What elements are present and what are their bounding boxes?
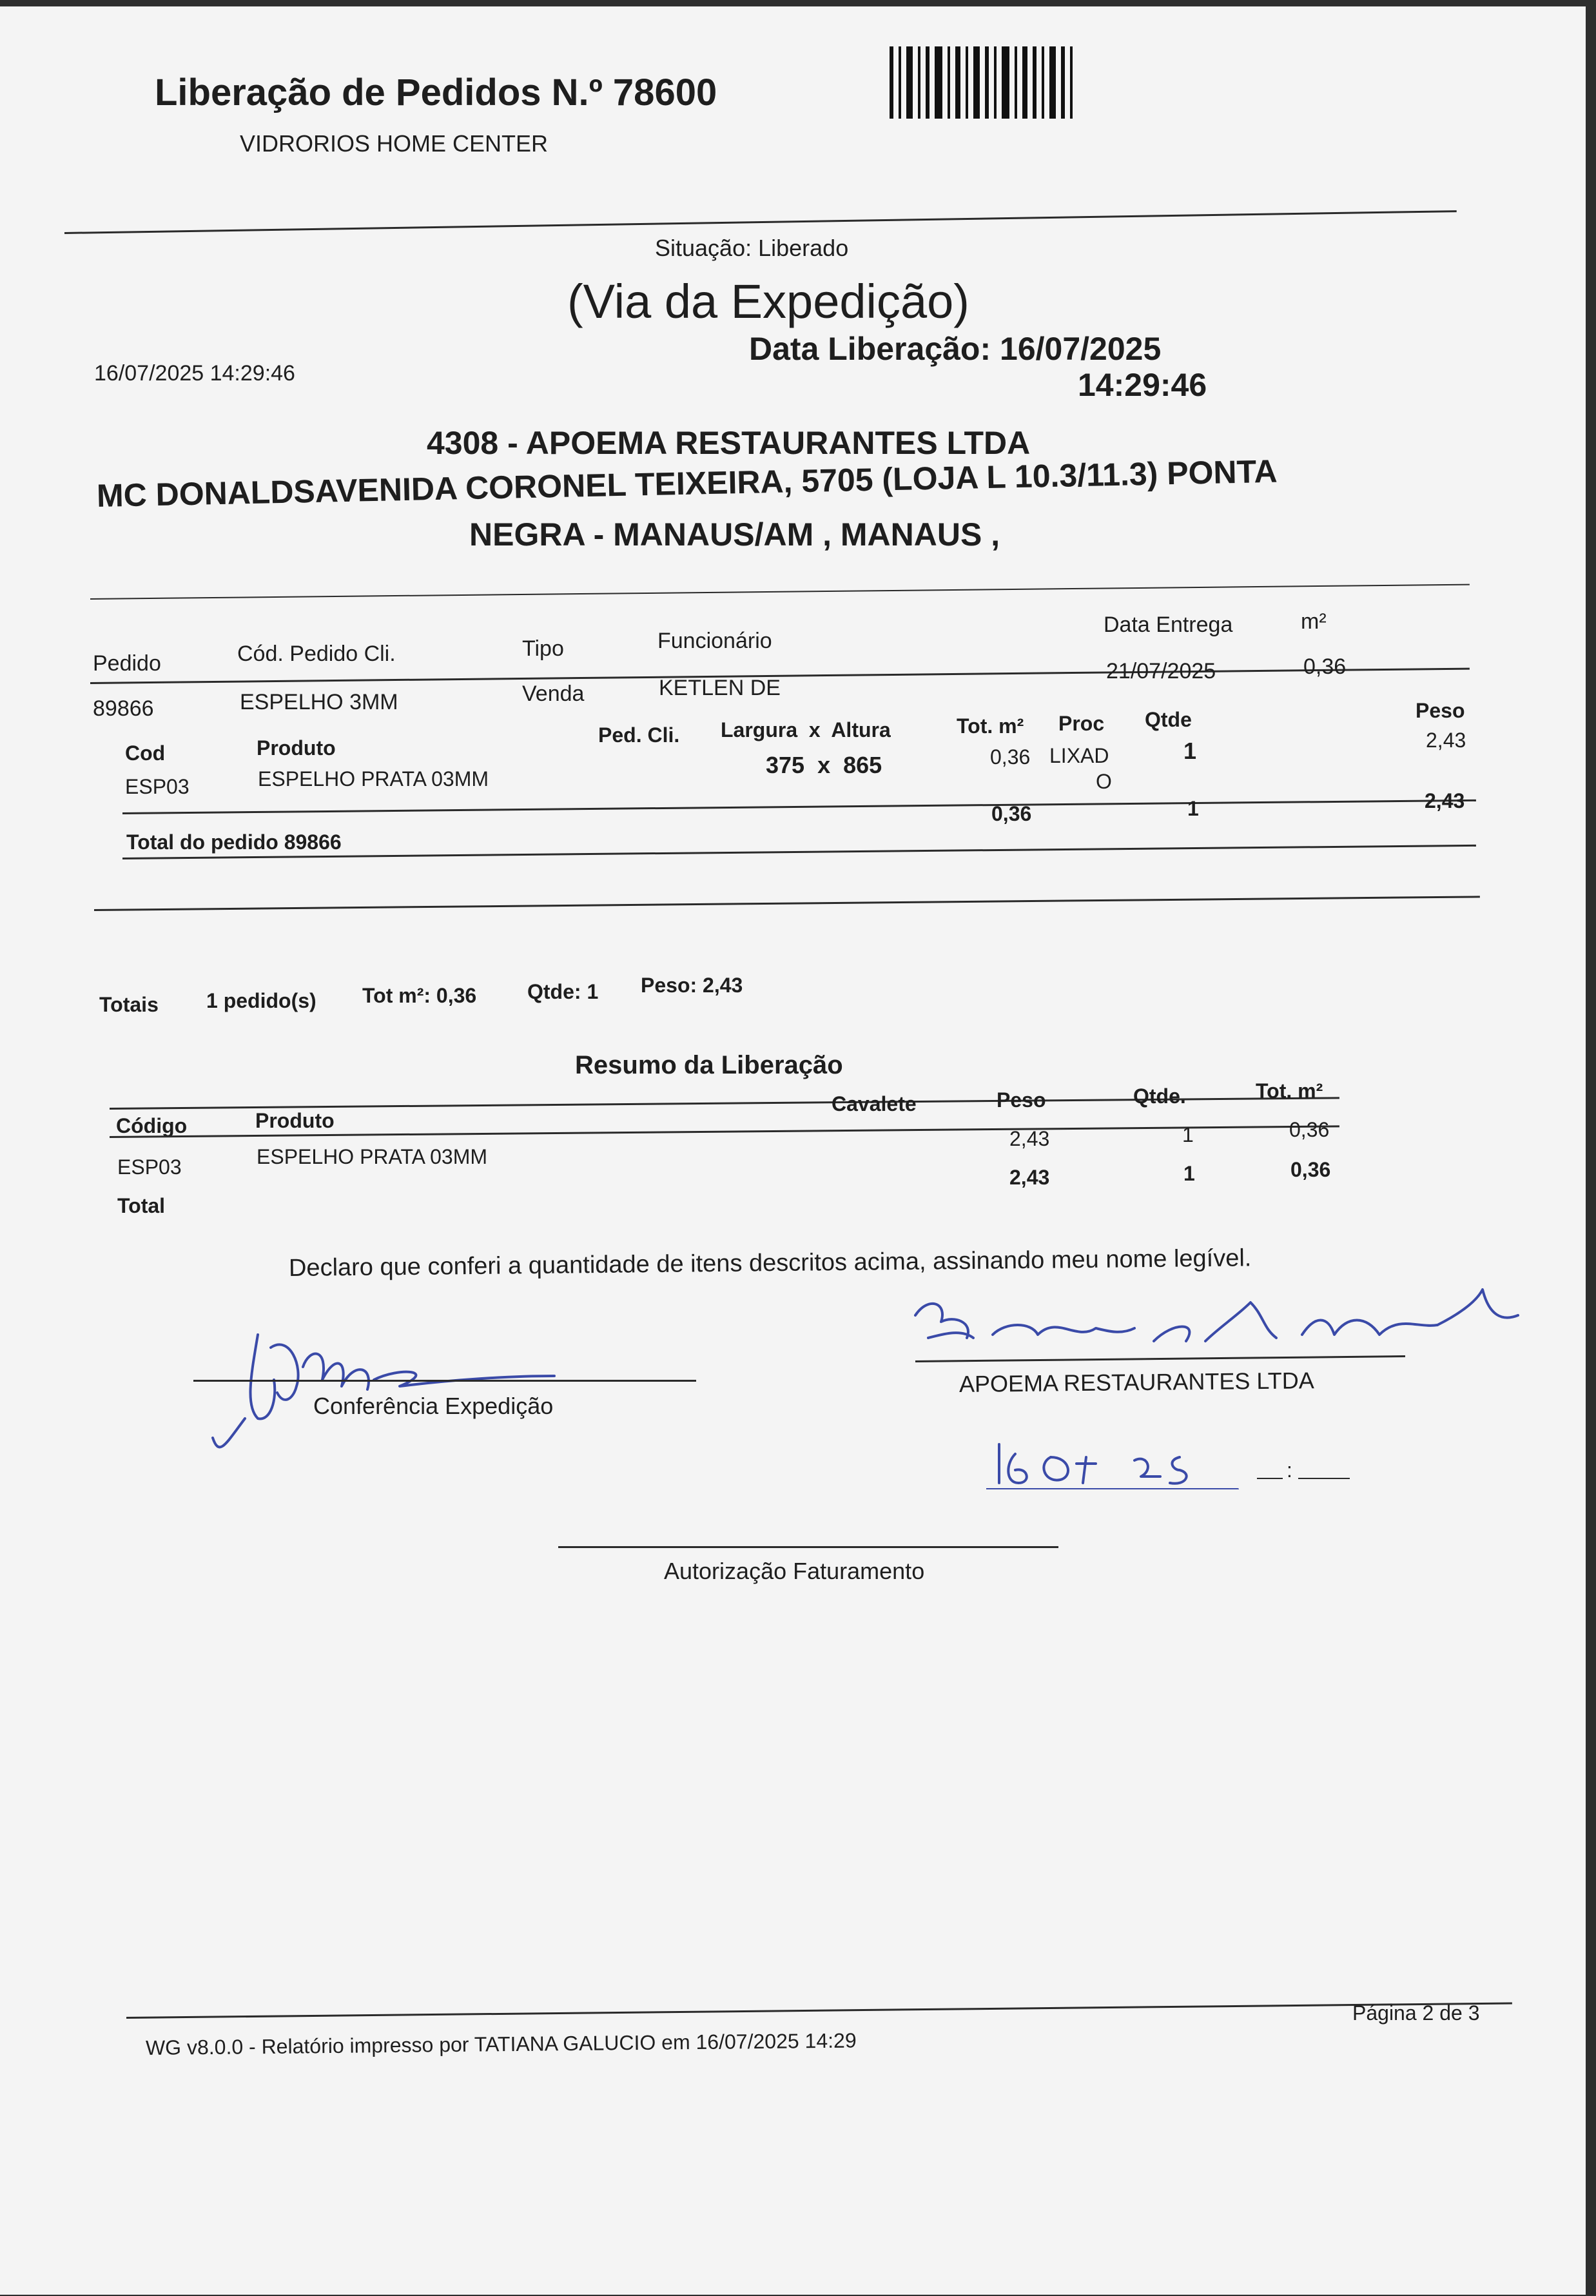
item-qtde: 1	[1183, 738, 1197, 764]
resumo-tot-m2-header: Tot. m²	[1256, 1079, 1323, 1103]
resumo-codigo: ESP03	[117, 1155, 182, 1179]
item-qtde-header: Qtde	[1145, 708, 1192, 731]
conferencia-signature	[206, 1309, 567, 1464]
item-tot-m2: 0,36	[990, 745, 1031, 769]
company-name: VIDRORIOS HOME CENTER	[240, 130, 549, 157]
item-proc: LIXAD	[1049, 744, 1109, 767]
via-label: (Via da Expedição)	[567, 275, 969, 328]
handwritten-date-text	[986, 1412, 1087, 1441]
totais-peso: Peso: 2,43	[641, 974, 743, 997]
resumo-cavalete-header: Cavalete	[832, 1092, 917, 1115]
item-peso: 2,43	[1426, 729, 1466, 752]
totais-qtde: Qtde: 1	[527, 980, 599, 1003]
item-produto: ESPELHO PRATA 03MM	[258, 767, 489, 790]
col-cod-pedido-cli-header: Cód. Pedido Cli.	[237, 642, 396, 666]
totais-tot-m2: Tot m²: 0,36	[362, 984, 477, 1007]
resumo-peso: 2,43	[1009, 1127, 1050, 1150]
client-address-line2: NEGRA - MANAUS/AM , MANAUS ,	[469, 516, 1000, 553]
resumo-peso-header: Peso	[997, 1088, 1046, 1112]
totais-pedidos: 1 pedido(s)	[206, 989, 316, 1012]
document-page	[0, 6, 1586, 2295]
document-title: Liberação de Pedidos N.º 78600	[155, 72, 717, 113]
resumo-produto-header: Produto	[255, 1109, 335, 1132]
order-total-line	[122, 800, 1476, 814]
time-colon: :	[1287, 1458, 1292, 1482]
conferencia-signature-line	[193, 1380, 696, 1382]
order-m2: 0,36	[1303, 654, 1347, 679]
resumo-total-peso: 2,43	[1009, 1166, 1050, 1189]
order-data-entrega: 21/07/2025	[1106, 659, 1216, 683]
footer-page-number: Página 2 de 3	[1352, 2001, 1480, 2025]
order-total-qtde: 1	[1187, 797, 1199, 820]
data-liberacao: Data Liberação: 16/07/2025	[749, 331, 1162, 367]
col-funcionario-header: Funcionário	[657, 629, 772, 653]
resumo-codigo-header: Código	[116, 1114, 188, 1137]
header-divider	[64, 210, 1457, 234]
col-pedido-header: Pedido	[93, 651, 161, 676]
item-proc-continued: O	[1096, 770, 1112, 793]
order-table-top-line	[90, 584, 1470, 600]
resumo-total-label: Total	[117, 1194, 166, 1217]
resumo-total-qtde: 1	[1183, 1162, 1195, 1185]
item-largura-altura: 375 x 865	[766, 752, 882, 778]
item-ped-cli-header: Ped. Cli.	[598, 723, 680, 747]
order-section-divider	[94, 896, 1480, 911]
data-liberacao-time: 14:29:46	[1078, 367, 1207, 403]
footer-printed-by: WG v8.0.0 - Relatório impresso por TATIANA GALUCIO em 16/07/2025 14:29	[145, 2028, 857, 2059]
apoema-label: APOEMA RESTAURANTES LTDA	[959, 1367, 1314, 1397]
resumo-title: Resumo da Liberação	[575, 1051, 843, 1079]
order-total-label: Total do pedido 89866	[126, 830, 342, 854]
resumo-produto: ESPELHO PRATA 03MM	[257, 1145, 488, 1168]
resumo-tot-m2: 0,36	[1289, 1118, 1330, 1141]
client-address-line1: MC DONALDSAVENIDA CORONEL TEIXEIRA, 5705 (LOJA L 10.3/11.3) PONTA	[96, 453, 1278, 514]
order-pedido: 89866	[93, 696, 154, 721]
item-tot-m2-header: Tot. m²	[957, 714, 1024, 738]
item-largura-altura-header: Largura x Altura	[721, 718, 891, 741]
col-m2-header: m²	[1301, 609, 1327, 634]
item-peso-header: Peso	[1416, 699, 1465, 722]
item-cod: ESP03	[125, 775, 190, 798]
time-blank-hours	[1257, 1478, 1283, 1479]
resumo-qtde-header: Qtde.	[1133, 1084, 1186, 1108]
order-cod-pedido-cli: ESPELHO 3MM	[240, 690, 398, 714]
print-timestamp: 16/07/2025 14:29:46	[94, 361, 295, 386]
barcode	[890, 46, 1134, 119]
time-blank-minutes	[1298, 1478, 1350, 1479]
order-tipo: Venda	[522, 682, 585, 706]
col-data-entrega-header: Data Entrega	[1104, 613, 1233, 637]
order-total-peso: 2,43	[1425, 789, 1465, 812]
resumo-total-tot-m2: 0,36	[1290, 1158, 1331, 1181]
autorizacao-signature-line	[558, 1546, 1058, 1548]
item-cod-header: Cod	[125, 741, 166, 765]
declaration-text: Declaro que conferi a quantidade de itens descritos acima, assinando meu nome legível.	[288, 1244, 1252, 1282]
col-tipo-header: Tipo	[522, 636, 564, 661]
conferencia-label: Conferência Expedição	[313, 1393, 554, 1419]
resumo-qtde: 1	[1182, 1123, 1194, 1146]
totais-label: Totais	[99, 993, 159, 1016]
client-name: 4308 - APOEMA RESTAURANTES LTDA	[427, 425, 1031, 461]
item-proc-header: Proc	[1058, 712, 1105, 735]
order-total-m2: 0,36	[991, 802, 1032, 825]
situacao-label: Situação: Liberado	[655, 235, 849, 261]
footer-divider	[126, 2002, 1512, 2019]
autorizacao-label: Autorização Faturamento	[664, 1558, 925, 1584]
order-funcionario: KETLEN DE	[659, 676, 781, 700]
item-produto-header: Produto	[257, 736, 336, 760]
